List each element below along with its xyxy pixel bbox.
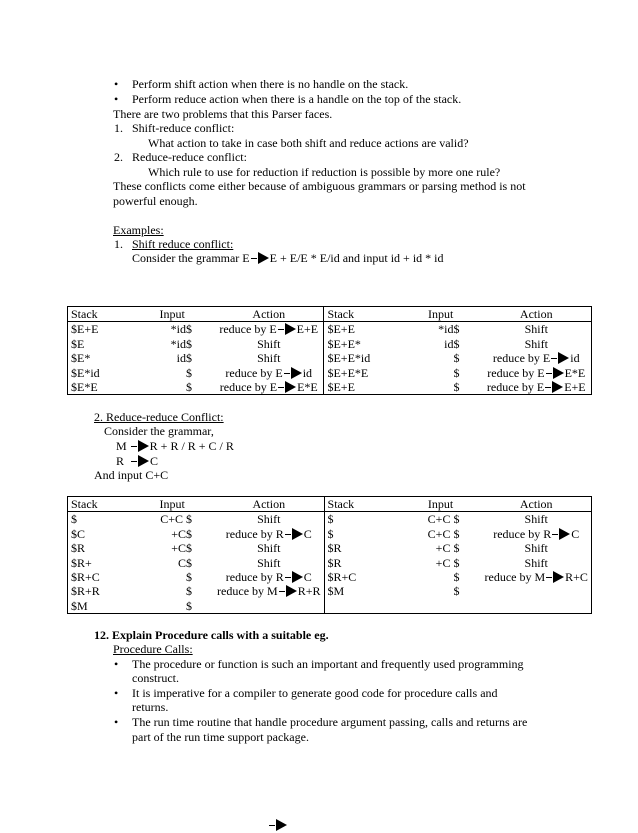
arrow-icon	[251, 258, 257, 259]
example-2-intro: Consider the grammar,	[104, 424, 214, 438]
bullet-text: Perform reduce action when there is a handle on the top of the stack.	[132, 92, 462, 106]
table-cell: +C$	[171, 526, 193, 541]
arrow-icon	[131, 446, 137, 447]
table-header-cell: Stack	[324, 497, 400, 512]
bullet-icon: •	[114, 686, 119, 700]
table-cell: reduce by E E+E	[486, 379, 586, 394]
arrow-icon	[553, 367, 564, 379]
table-cell: $	[186, 379, 193, 394]
table-cell: Shift	[214, 541, 324, 555]
table-cell: $R	[327, 541, 342, 556]
table-cell: reduce by R C	[493, 526, 580, 541]
table-cell: reduce by E id	[492, 351, 580, 366]
table-cell: *id$	[170, 336, 193, 351]
table-header-cell: Action	[214, 307, 324, 322]
arrow-icon	[258, 252, 269, 264]
problem-2-label: Reduce-reduce conflict:	[132, 150, 247, 164]
table-cell: $E+E*id	[327, 351, 371, 366]
table-cell: C$	[178, 555, 193, 570]
q12-bullet-3: • The run time routine that handle procedure argument passing, calls and returns are	[114, 715, 528, 729]
problem-2-number: 2.	[114, 150, 123, 164]
table-cell: Shift	[524, 541, 548, 556]
table-cell: $	[186, 598, 193, 613]
problem-1-title	[114, 121, 235, 135]
table-cell: $	[453, 351, 460, 366]
table-cell: $R+	[71, 555, 92, 570]
arrow-icon	[285, 577, 291, 578]
table-cell: $M	[327, 584, 345, 599]
table-cell: $E+E*E	[327, 365, 369, 380]
arrow-icon	[279, 591, 285, 592]
arrow-icon	[286, 585, 297, 597]
table-cell: *id$	[438, 322, 460, 337]
table-row	[68, 599, 592, 614]
table-cell: Shift	[214, 351, 324, 365]
arrow-icon	[546, 577, 552, 578]
conflicts-note-line2: powerful enough.	[113, 194, 198, 208]
bullet-icon: •	[114, 657, 119, 671]
arrow-icon	[278, 329, 284, 330]
arrow-icon	[546, 373, 552, 374]
table-cell: $	[453, 584, 460, 599]
bullet-item	[114, 92, 462, 106]
intro-text: There are two problems that this Parser faces.	[113, 107, 333, 121]
table-cell: id$	[176, 351, 193, 366]
table-cell	[481, 584, 591, 598]
table-row	[68, 322, 592, 337]
table-cell: reduce by E E*E	[487, 365, 586, 380]
table-cell: $	[327, 512, 334, 527]
example-1-label: Shift reduce conflict:	[132, 237, 234, 251]
arrow-icon	[559, 528, 570, 540]
grammar-rule-2: R C	[116, 454, 159, 468]
example-2-title: 2. Reduce-reduce Conflict:	[94, 410, 224, 424]
table-cell: $	[327, 526, 334, 541]
table-cell: $	[453, 365, 460, 380]
table-cell: $R	[327, 555, 342, 570]
table-cell: +C$	[171, 541, 193, 556]
problem-2-title	[114, 150, 247, 164]
table-cell: C+C $	[427, 512, 460, 527]
example-1-number: 1.	[114, 237, 123, 251]
table-cell: C+C $	[427, 526, 460, 541]
table-cell: $	[453, 379, 460, 394]
table-header-cell: Input	[130, 497, 214, 512]
table-header-cell: Action	[482, 307, 592, 322]
arrow-icon	[291, 367, 302, 379]
table-cell: $R+R	[71, 584, 100, 599]
bullet-text: Perform shift action when there is no handle on the stack.	[132, 77, 409, 91]
example-1-grammar: Consider the grammar E E + E/E * E/id and input id + id * id	[132, 251, 444, 265]
q12-subheading: Procedure Calls:	[113, 642, 193, 656]
table-cell: reduce by M R+R	[214, 584, 324, 598]
table-cell	[481, 599, 591, 614]
table-cell: $	[186, 365, 193, 380]
table-cell: $E*E	[71, 379, 98, 394]
arrow-icon	[292, 571, 303, 583]
arrow-icon	[285, 534, 291, 535]
table-header-cell: Action	[214, 497, 324, 512]
q12-bullet-1: • The procedure or function is such an important and frequently used programming	[114, 657, 524, 671]
table-cell: Shift	[214, 512, 324, 527]
arrow-icon	[552, 534, 558, 535]
q12-bullet-3-cont: part of the run time support package.	[132, 730, 309, 744]
table-cell: $C	[71, 526, 86, 541]
table-cell: $E+E	[327, 322, 355, 337]
table-cell: $	[71, 512, 77, 527]
table-row	[68, 351, 592, 365]
table-cell: +C $	[435, 541, 460, 556]
table-cell: Shift	[214, 337, 324, 351]
arrow-icon	[285, 323, 296, 335]
arrow-icon	[558, 352, 569, 364]
arrow-icon	[284, 373, 290, 374]
table-cell: reduce by M R+C	[484, 569, 588, 584]
arrow-icon	[551, 358, 557, 359]
table-cell: Shift	[524, 336, 548, 351]
arrow-icon	[285, 381, 296, 393]
table-cell: *id$	[170, 322, 193, 337]
problem-1-number: 1.	[114, 121, 123, 135]
table-cell: Shift	[524, 322, 548, 337]
table-cell: Shift	[214, 556, 324, 570]
table-cell	[400, 599, 482, 614]
table-cell: $E	[71, 336, 85, 351]
table-cell: $E+E*	[327, 336, 361, 351]
table-header-cell: Action	[481, 497, 591, 512]
table-cell: reduce by E E+E	[214, 322, 324, 337]
table-cell: reduce by E id	[214, 366, 324, 380]
table-row	[68, 380, 592, 395]
bullet-icon: •	[114, 715, 119, 729]
table-cell	[214, 599, 324, 614]
table-cell: $E+E	[71, 322, 99, 337]
table-row	[68, 366, 592, 380]
table-row	[68, 541, 592, 555]
table-row	[68, 337, 592, 351]
bullet-icon: •	[114, 92, 119, 106]
table-cell: $	[186, 569, 193, 584]
q12-heading: 12. Explain Procedure calls with a suitable eg.	[94, 628, 329, 642]
table-header-cell: Input	[400, 307, 482, 322]
table-header-cell: Stack	[324, 307, 400, 322]
table-cell: $M	[71, 598, 88, 613]
parse-table-reduce-reduce	[67, 496, 592, 614]
table-cell: C+C $	[160, 512, 193, 527]
q12-bullet-2-cont: returns.	[132, 700, 169, 714]
problem-1-label: Shift-reduce conflict:	[132, 121, 235, 135]
arrow-icon	[553, 571, 564, 583]
table-cell: reduce by E E*E	[214, 380, 324, 395]
table-cell: $E+E	[327, 379, 355, 394]
table-cell: $E*	[71, 351, 91, 366]
arrow-icon	[552, 381, 563, 393]
table-row	[68, 570, 592, 584]
bullet-icon: •	[114, 77, 119, 91]
arrow-icon	[292, 528, 303, 540]
table-row	[68, 584, 592, 598]
arrow-icon	[131, 461, 137, 462]
examples-heading: Examples:	[113, 223, 164, 237]
problem-2-desc: Which rule to use for reduction if reduction is possible by more one rule?	[148, 165, 501, 179]
table-header-cell: Input	[400, 497, 482, 512]
table-cell: $	[453, 569, 460, 584]
table-header-row	[68, 497, 592, 512]
q12-bullet-2: • It is imperative for a compiler to generate good code for procedure calls and	[114, 686, 498, 700]
table-cell	[324, 599, 400, 614]
table-cell: reduce by R C	[214, 527, 324, 541]
example-1-title	[114, 237, 234, 251]
table-cell: $E*id	[71, 365, 100, 380]
table-cell: +C $	[435, 555, 460, 570]
table-cell: id$	[444, 336, 460, 351]
table-header-cell: Stack	[68, 307, 131, 322]
table-row	[68, 556, 592, 570]
arrow-icon	[278, 387, 284, 388]
arrow-icon	[138, 440, 149, 452]
bullet-item	[114, 77, 409, 91]
table-cell: $R+C	[71, 569, 100, 584]
table-cell: Shift	[524, 555, 548, 570]
table-row	[68, 527, 592, 541]
table-header-row	[68, 307, 592, 322]
table-cell: reduce by R C	[214, 570, 324, 584]
grammar-rule-1: M R + R / R + C / R	[116, 439, 234, 453]
arrow-icon	[138, 455, 149, 467]
conflicts-note-line1: These conflicts come either because of ambiguous grammars or parsing method is not	[113, 179, 526, 193]
problem-1-desc: What action to take in case both shift and reduce actions are valid?	[148, 136, 469, 150]
table-cell: $R	[71, 541, 86, 556]
example-2-input: And input C+C	[94, 468, 169, 482]
table-cell: $	[186, 584, 193, 599]
table-header-cell: Input	[130, 307, 214, 322]
parse-table-shift-reduce	[67, 306, 592, 395]
q12-bullet-1-cont: construct.	[132, 671, 179, 685]
table-header-cell: Stack	[68, 497, 131, 512]
table-row	[68, 512, 592, 527]
arrow-icon	[545, 387, 551, 388]
table-cell: Shift	[524, 512, 548, 527]
table-cell: $R+C	[327, 569, 357, 584]
